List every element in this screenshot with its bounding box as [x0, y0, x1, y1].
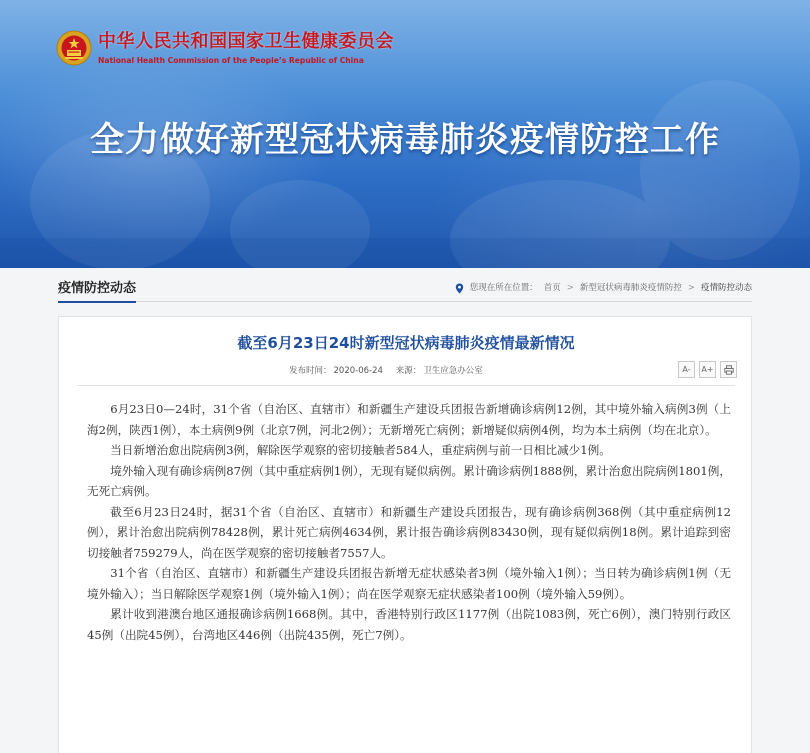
- article-title: 截至6月23日24时新型冠状病毒肺炎疫情最新情况: [237, 334, 575, 352]
- org-name-chinese: 中华人民共和国国家卫生健康委员会: [98, 31, 394, 52]
- publish-date: 2020-06-24: [333, 366, 383, 376]
- breadcrumb: [455, 282, 752, 294]
- source-value: 卫生应急办公室: [423, 366, 483, 376]
- source-label: 来源：: [395, 366, 422, 376]
- banner-slogan: 全力做好新型冠状病毒肺炎疫情防控工作: [90, 120, 720, 160]
- org-name-english: National Health Commission of the People’s Republic of China: [98, 56, 364, 65]
- publish-date-label: 发布时间：: [289, 366, 332, 376]
- breadcrumb-separator: >: [566, 283, 574, 293]
- meta-divider: [77, 385, 735, 386]
- font-decrease-button[interactable]: A-: [678, 361, 695, 378]
- section-header: [58, 276, 752, 302]
- article-paragraph: 累计收到港澳台地区通报确诊病例1668例。其中，香港特别行政区1177例（出院1083例，死亡6例），澳门特别行政区45例（出院45例），台湾地区446例（出院435例，死亡7例）。: [87, 607, 731, 642]
- font-increase-button[interactable]: A+: [699, 361, 716, 378]
- breadcrumb-covid-link[interactable]: 新型冠状病毒肺炎疫情防控: [579, 283, 682, 293]
- breadcrumb-home-link[interactable]: 首页: [543, 283, 561, 293]
- article-paragraph: 6月23日0—24时，31个省（自治区、直辖市）和新疆生产建设兵团报告新增确诊病例12例，其中境外输入病例3例（上海2例，陕西1例），本土病例9例（北京7例，河北2例）；无新增死亡病例；新增疑似病例4例，均为本土病例（均在北京）。: [87, 402, 731, 437]
- breadcrumb-current[interactable]: 疫情防控动态: [700, 283, 752, 293]
- article-tools: [678, 361, 737, 378]
- article-paragraph: 31个省（自治区、直辖市）和新疆生产建设兵团报告新增无症状感染者3例（境外输入1例）；当日转为确诊病例1例（无境外输入）；当日解除医学观察1例（境外输入1例）；尚在医学观察无症状感染者100例（境外输入59例）。: [87, 566, 731, 601]
- print-icon: [724, 365, 734, 375]
- article-panel: [58, 316, 752, 753]
- article-meta: [289, 365, 485, 377]
- article-paragraph: 截至6月23日24时，据31个省（自治区、直辖市）和新疆生产建设兵团报告，现有确诊病例368例（其中重症病例12例），累计治愈出院病例78428例，累计死亡病例4634例，累计报告确诊病例83430例，现有疑似病例18例。累计追踪到密切接触者759279人，尚在医学观察的密切接触者7557人。: [87, 504, 731, 560]
- breadcrumb-prefix: 您现在所在位置：: [469, 283, 538, 293]
- article-paragraph: 当日新增治愈出院病例3例，解除医学观察的密切接触者584人，重症病例与前一日相比减少1例。: [110, 443, 611, 457]
- section-title[interactable]: 疫情防控动态: [58, 281, 136, 303]
- location-pin-icon: [455, 283, 464, 294]
- national-emblem-icon: [56, 30, 92, 66]
- article-body: [87, 399, 731, 645]
- breadcrumb-separator: >: [687, 283, 695, 293]
- print-button[interactable]: [720, 361, 737, 378]
- header-banner: [0, 0, 810, 268]
- article-paragraph: 境外输入现有确诊病例87例（其中重症病例1例），无现有疑似病例。累计确诊病例1888例，累计治愈出院病例1801例，无死亡病例。: [87, 463, 731, 498]
